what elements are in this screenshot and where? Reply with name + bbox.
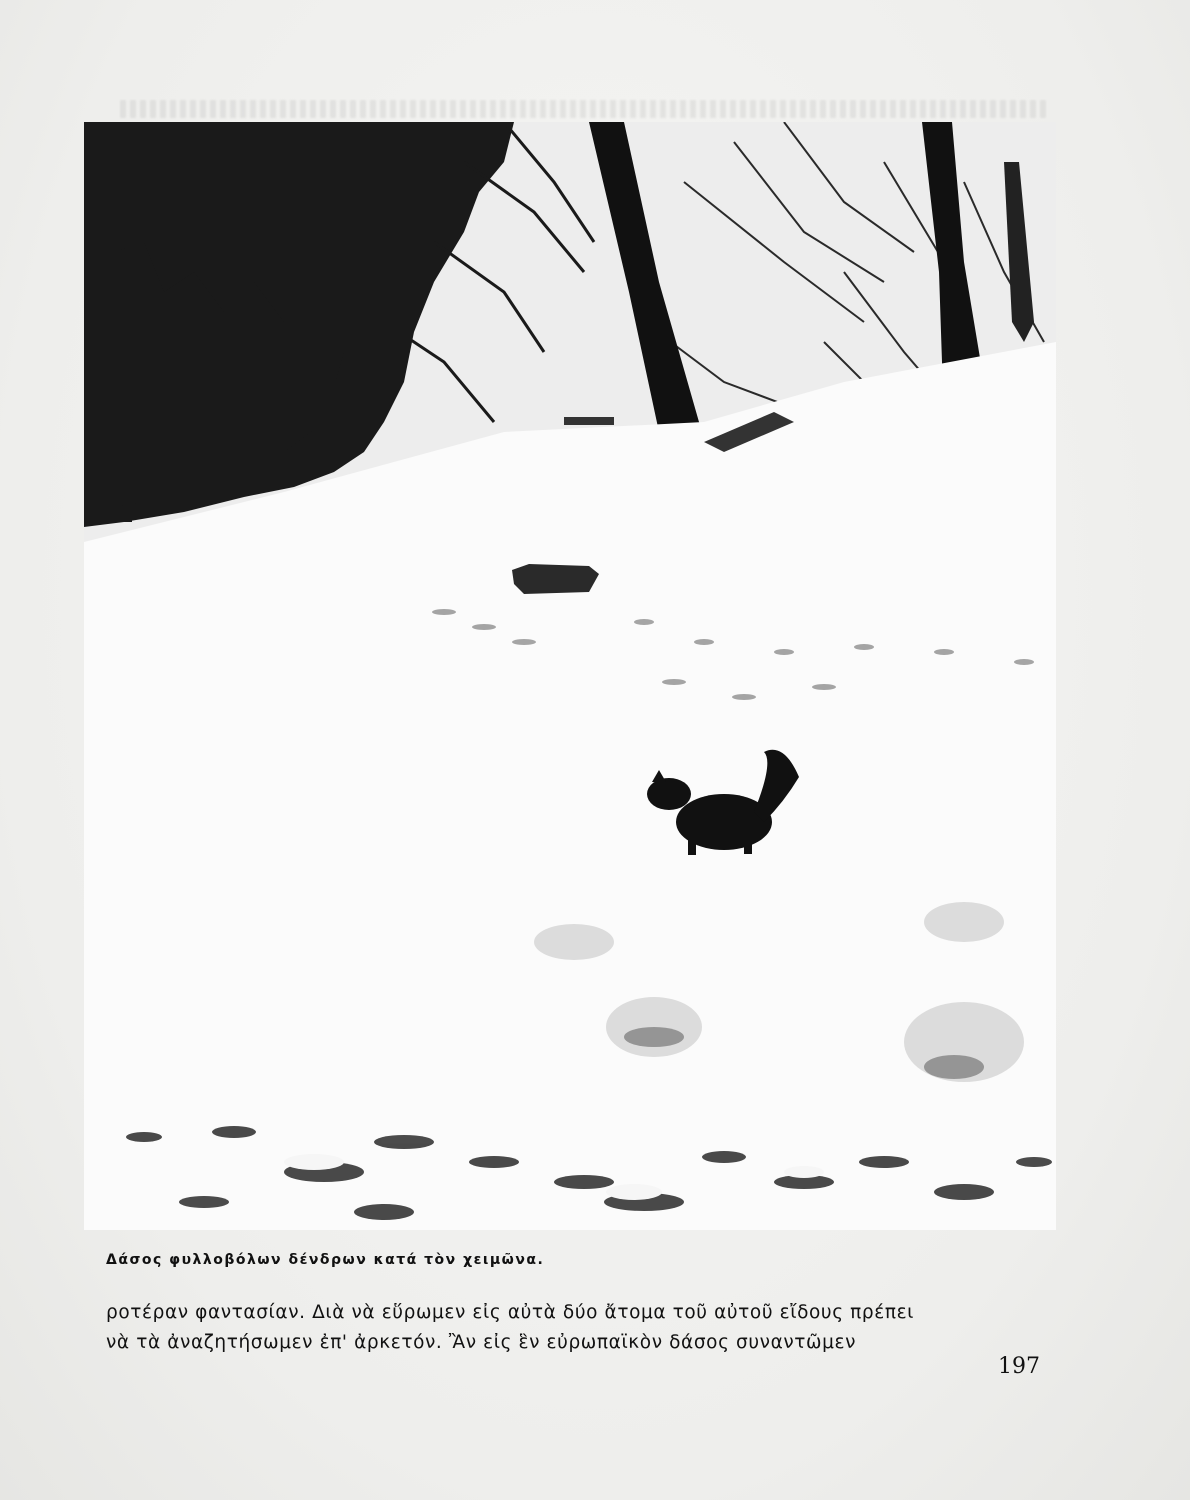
body-line-1: ροτέραν φαντασίαν. Διὰ νὰ εὕρωμεν εἰς αὐτὰ δύο ἄτομα τοῦ αὐτοῦ εἴδους πρέπει: [106, 1302, 915, 1323]
dark-object-on-snow: [512, 564, 599, 594]
winter-forest-photo: [84, 122, 1056, 1230]
photo-caption: Δάσος φυλλοβόλων δένδρων κατά τὸν χειμῶνα.: [106, 1252, 545, 1268]
body-paragraph: [106, 1298, 1056, 1358]
page-number: 197: [998, 1354, 1040, 1379]
bleed-through-text: [120, 100, 1050, 118]
snow-forest-illustration: [84, 122, 1056, 1230]
body-line-2: νὰ τὰ ἀναζητήσωμεν ἐπ' ἀρκετόν. Ἂν εἰς ἓν εὐρωπαϊκὸν δάσος συναντῶμεν: [106, 1332, 857, 1353]
